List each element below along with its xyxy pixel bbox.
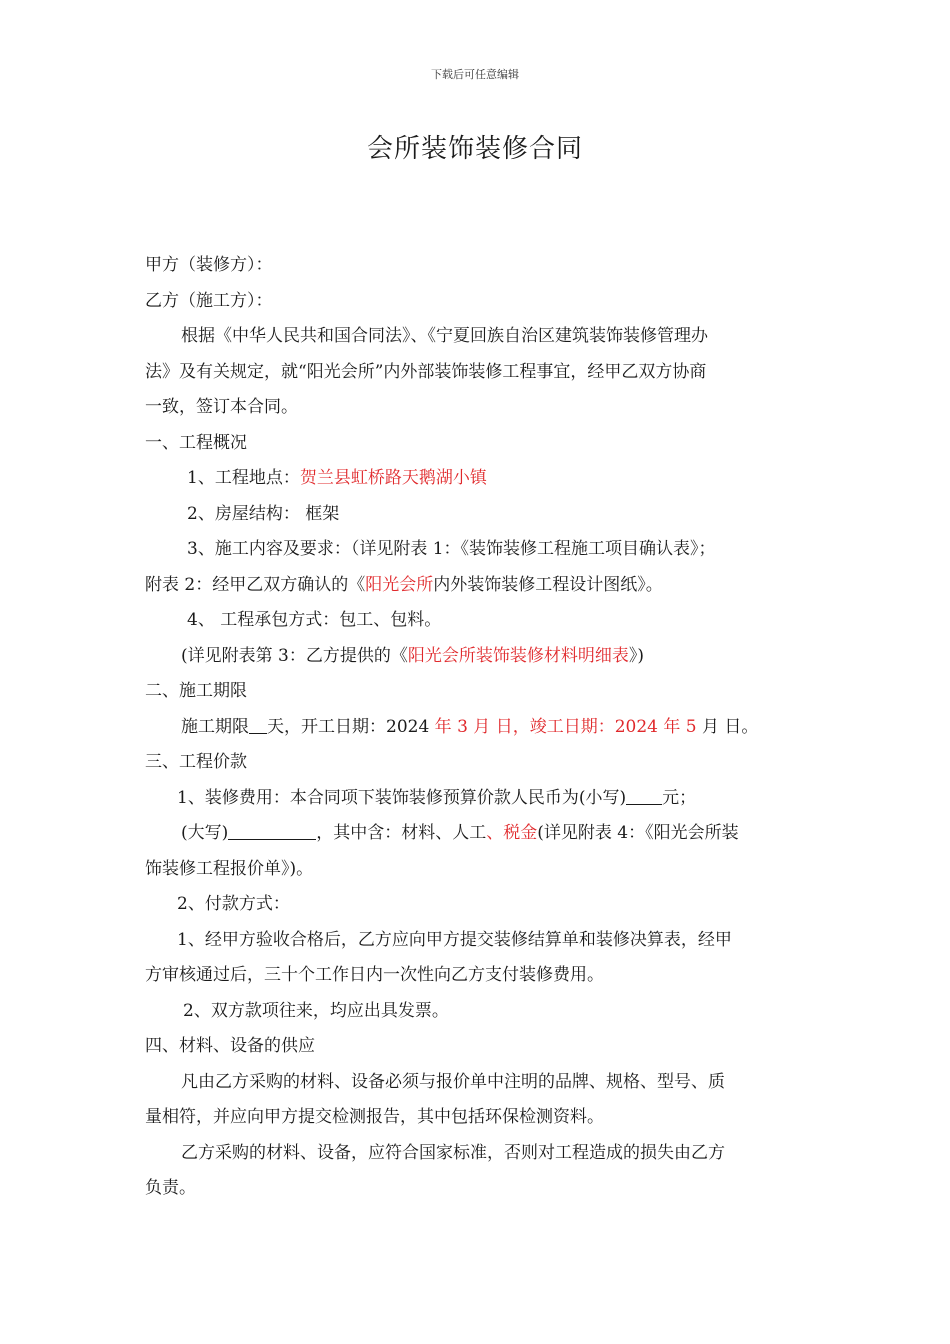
materials-p1-line-2: 量相符，并应向甲方提交检测报告，其中包括环保检测资料。 [145,1107,604,1127]
contract-body [145,248,810,1207]
appendix-3-text-c: 》) [628,645,644,666]
content-text-club-name: 阳光会所 [365,574,434,595]
contract-mode: 4、 工程承包方式：包工、包料。 [187,610,442,630]
fee2-text-b: ，其中含：材料、人工 [316,823,487,843]
page-header: 下载后可任意编辑 [431,68,519,81]
materials-p2-line-2: 负责。 [145,1178,196,1198]
payment-1-line-1: 1、经甲方验收合格后，乙方应向甲方提交装修结算单和装修决算表，经甲 [177,929,732,950]
appendix-3-text-b: 阳光会所装饰装修材料明细表 [407,645,629,666]
section-1-heading: 一、工程概况 [145,432,247,453]
fee-uppercase-blank [228,821,316,840]
construction-content-line-1: 3、施工内容及要求：（详见附表 1：《装饰装修工程施工项目确认表》； [187,539,716,559]
fee-line-3: 饰装修工程报价单》)。 [145,858,314,879]
content-text-c: 内外装饰装修工程设计图纸》。 [433,574,663,595]
period-text-a: 施工期限 [181,716,249,737]
building-structure: 2、房屋结构： 框架 [187,503,340,524]
materials-p2-line-1: 乙方采购的材料、设备，应符合国家标准，否则对工程造成的损失由乙方 [181,1142,725,1163]
payment-heading: 2、付款方式： [177,894,290,914]
period-text-dates: 年 3 月 日，竣工日期：2024 年 5 [434,716,702,737]
fee-text-b: 元； [662,787,697,808]
payment-1-line-2: 方审核通过后，三十个工作日内一次性向乙方支付装修费用。 [145,965,604,985]
period-text-d: 月 日。 [702,716,759,737]
party-a-line: 甲方（装修方）： [145,255,273,275]
fee2-text-a: (大写) [181,823,229,843]
party-b-line: 乙方（施工方）： [145,290,273,311]
period-days-blank [249,715,267,734]
construction-content-line-2 [145,568,810,604]
fee-line-1 [145,781,810,817]
content-text-a: 附表 2：经甲乙双方确认的《 [145,574,366,595]
payment-2-line: 2、双方款项往来，均应出具发票。 [183,1000,449,1021]
fee-line-2 [145,816,810,852]
period-text-b: 天，开工日期：2024 [267,716,435,737]
fee2-text-tax: 、税金 [486,823,538,843]
construction-period-line [145,710,810,746]
section-2-heading: 二、施工期限 [145,681,247,701]
appendix-3-line [145,639,810,675]
document-title: 会所装饰装修合同 [366,134,583,164]
preamble-line-3: 一致，签订本合同。 [145,397,298,417]
section-4-heading: 四、材料、设备的供应 [145,1036,315,1056]
appendix-3-text-a: (详见附表第 3：乙方提供的《 [181,645,408,666]
section-3-heading: 三、工程价款 [145,752,247,772]
project-site [145,461,810,497]
materials-p1-line-1: 凡由乙方采购的材料、设备必须与报价单中注明的品牌、规格、型号、质 [181,1071,725,1092]
preamble-line-2: 法》及有关规定，就“阳光会所”内外部装饰装修工程事宜，经甲乙双方协商 [145,361,707,382]
fee-text-a: 1、装修费用：本合同项下装饰装修预算价款人民币为(小写) [177,787,627,808]
project-site-label: 1、工程地点： [187,468,300,488]
fee-lowercase-blank [626,786,662,805]
project-site-value: 贺兰县虹桥路天鹅湖小镇 [299,468,487,488]
preamble-line-1: 根据《中华人民共和国合同法》、《宁夏回族自治区建筑装饰装修管理办 [181,326,708,346]
fee2-text-d: (详见附表 4：《阳光会所装 [537,823,739,843]
